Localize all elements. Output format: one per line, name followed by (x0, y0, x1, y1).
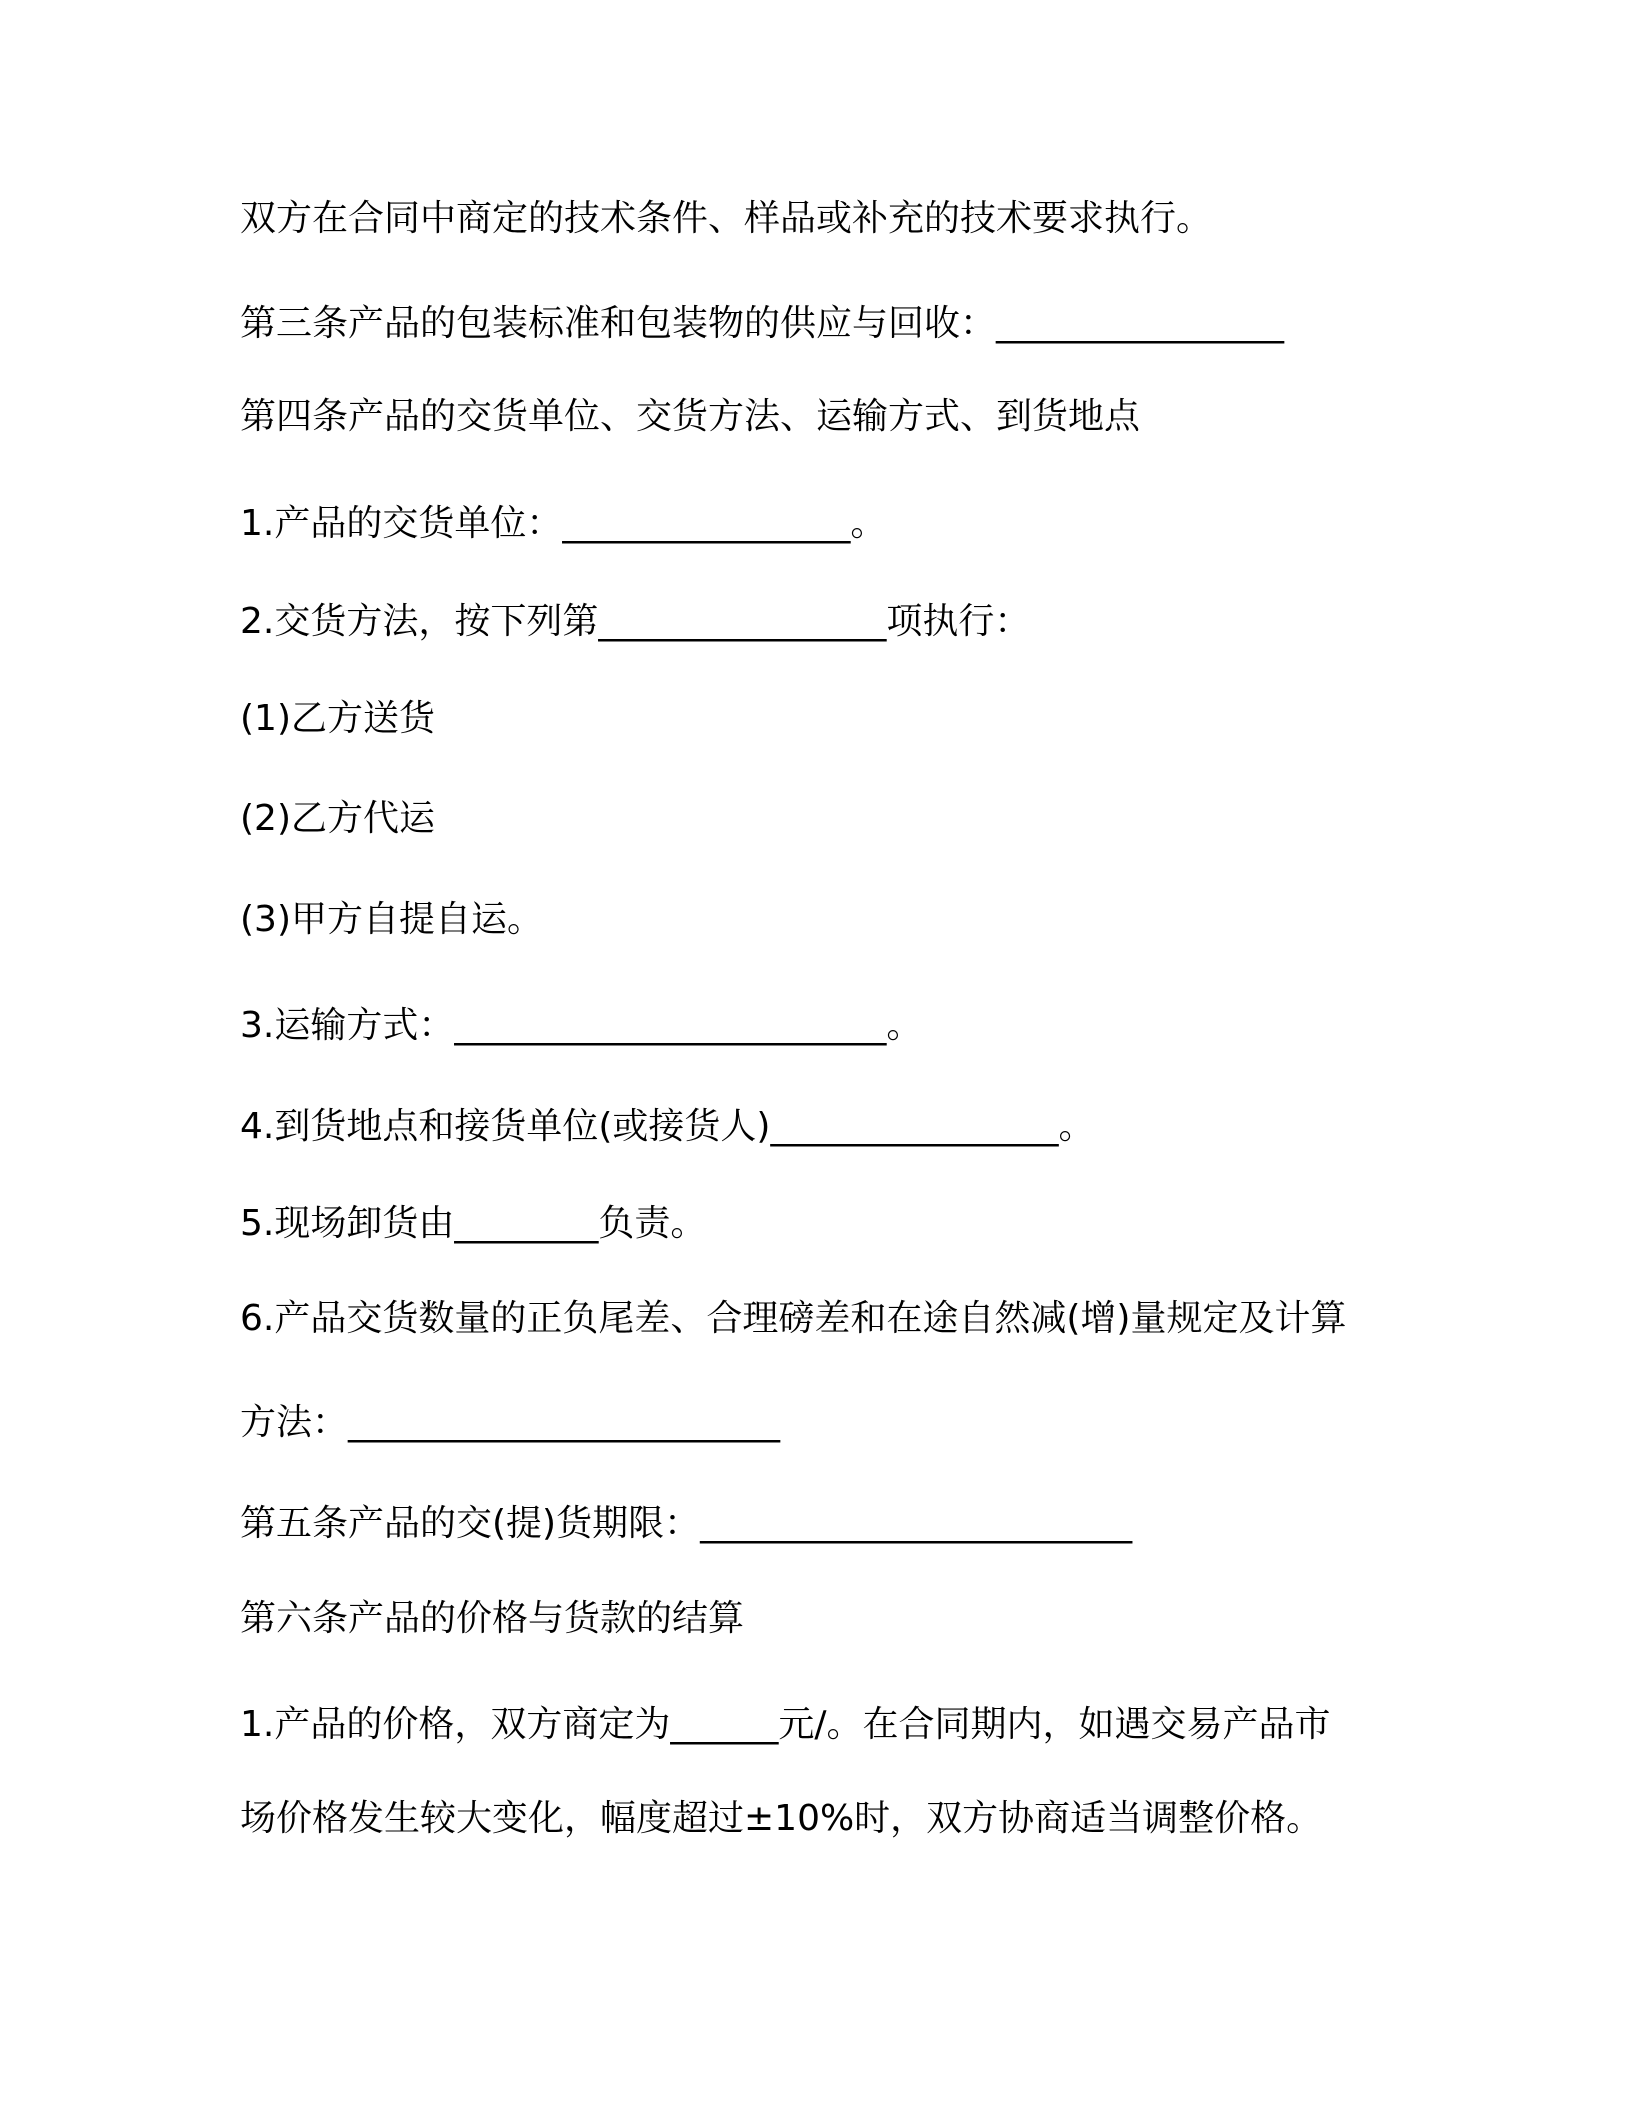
text-line-17: 场价格发生较大变化，幅度超过±10%时，双方协商适当调整价格。 (240, 1798, 1323, 1839)
text-line-7: (2)乙方代运 (240, 798, 435, 839)
text-line-11: 5.现场卸货由________负责。 (240, 1203, 707, 1244)
text-line-2: 第三条产品的包装标准和包装物的供应与回收：________________ (240, 303, 1285, 344)
text-line-16: 1.产品的价格，双方商定为______元/。在合同期内，如遇交易产品市 (240, 1704, 1331, 1745)
text-line-1: 双方在合同中商定的技术条件、样品或补充的技术要求执行。 (240, 198, 1213, 239)
text-line-4: 1.产品的交货单位：________________。 (240, 503, 887, 544)
text-line-13: 方法：________________________ (240, 1402, 781, 1443)
text-line-10: 4.到货地点和接货单位(或接货人)________________。 (240, 1106, 1095, 1147)
text-line-15: 第六条产品的价格与货款的结算 (240, 1598, 745, 1639)
text-line-9: 3.运输方式：________________________。 (240, 1005, 923, 1046)
text-line-8: (3)甲方自提自运。 (240, 899, 543, 940)
text-line-12: 6.产品交货数量的正负尾差、合理磅差和在途自然减(增)量规定及计算 (240, 1298, 1347, 1339)
text-line-3: 第四条产品的交货单位、交货方法、运输方式、到货地点 (240, 396, 1141, 437)
text-line-6: (1)乙方送货 (240, 698, 435, 739)
text-line-14: 第五条产品的交(提)货期限：________________________ (240, 1503, 1133, 1544)
text-line-5: 2.交货方法，按下列第________________项执行： (240, 601, 1031, 642)
